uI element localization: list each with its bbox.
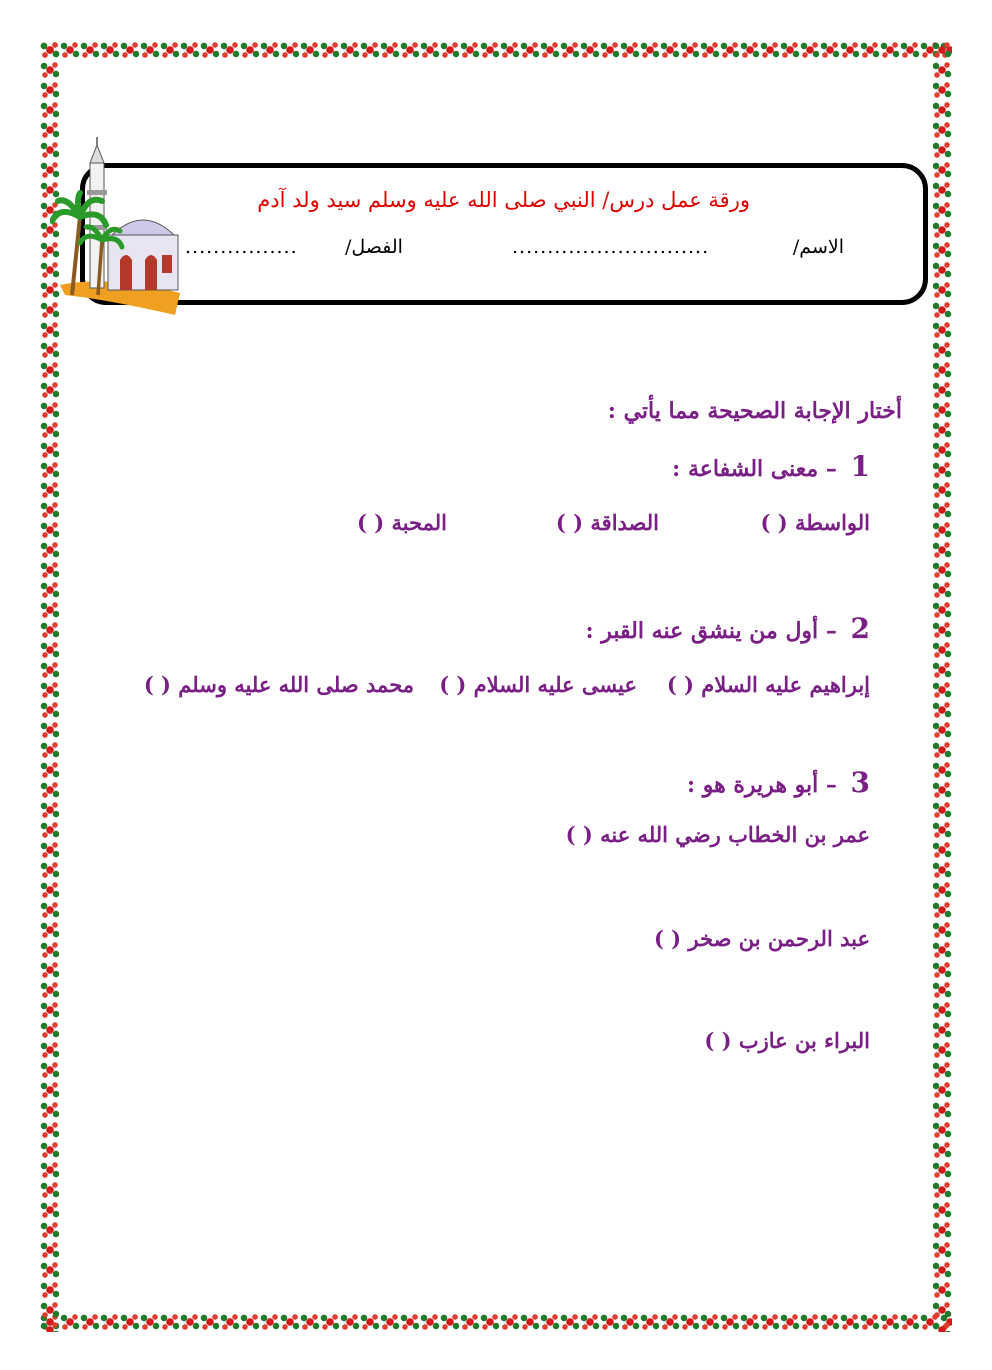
- border-right: [932, 40, 952, 1332]
- question-number: 2: [850, 612, 870, 645]
- class-label: الفصل/: [345, 236, 403, 258]
- q3-option-3[interactable]: البراء بن عازب ( ): [704, 1028, 870, 1053]
- q1-option-2[interactable]: الصداقة ( ): [555, 510, 659, 535]
- q2-option-3[interactable]: محمد صلى الله عليه وسلم ( ): [143, 672, 414, 697]
- q1-option-3[interactable]: المحبة ( ): [356, 510, 447, 535]
- instruction-text: أختار الإجابة الصحيحة مما يأتي :: [607, 398, 902, 424]
- q3-option-2[interactable]: عبد الرحمن بن صخر ( ): [653, 926, 870, 951]
- question-2: [585, 612, 870, 645]
- worksheet-title: ورقة عمل درس/ النبي صلى الله عليه وسلم سيد ولد آدم: [257, 188, 750, 212]
- q2-option-1[interactable]: إبراهيم عليه السلام ( ): [666, 672, 870, 697]
- name-field[interactable]: ............................: [512, 236, 710, 258]
- question-text: – أبو هريرة هو :: [686, 772, 837, 798]
- question-text: – أول من ينشق عنه القبر :: [585, 618, 837, 644]
- class-field[interactable]: ................: [185, 236, 298, 258]
- name-label: الاسم/: [792, 236, 844, 258]
- q1-option-1[interactable]: الواسطة ( ): [760, 510, 870, 535]
- mosque-clipart-icon: [50, 135, 190, 320]
- border-top: [40, 40, 952, 60]
- border-bottom: [40, 1312, 952, 1332]
- question-text: – معنى الشفاعة :: [672, 456, 837, 482]
- question-3: [687, 766, 870, 799]
- question-number: 3: [850, 766, 870, 799]
- q2-option-2[interactable]: عيسى عليه السلام ( ): [439, 672, 637, 697]
- q3-option-1[interactable]: عمر بن الخطاب رضي الله عنه ( ): [565, 822, 870, 847]
- header-box: [80, 163, 928, 305]
- question-1: [672, 450, 870, 483]
- question-number: 1: [850, 450, 870, 483]
